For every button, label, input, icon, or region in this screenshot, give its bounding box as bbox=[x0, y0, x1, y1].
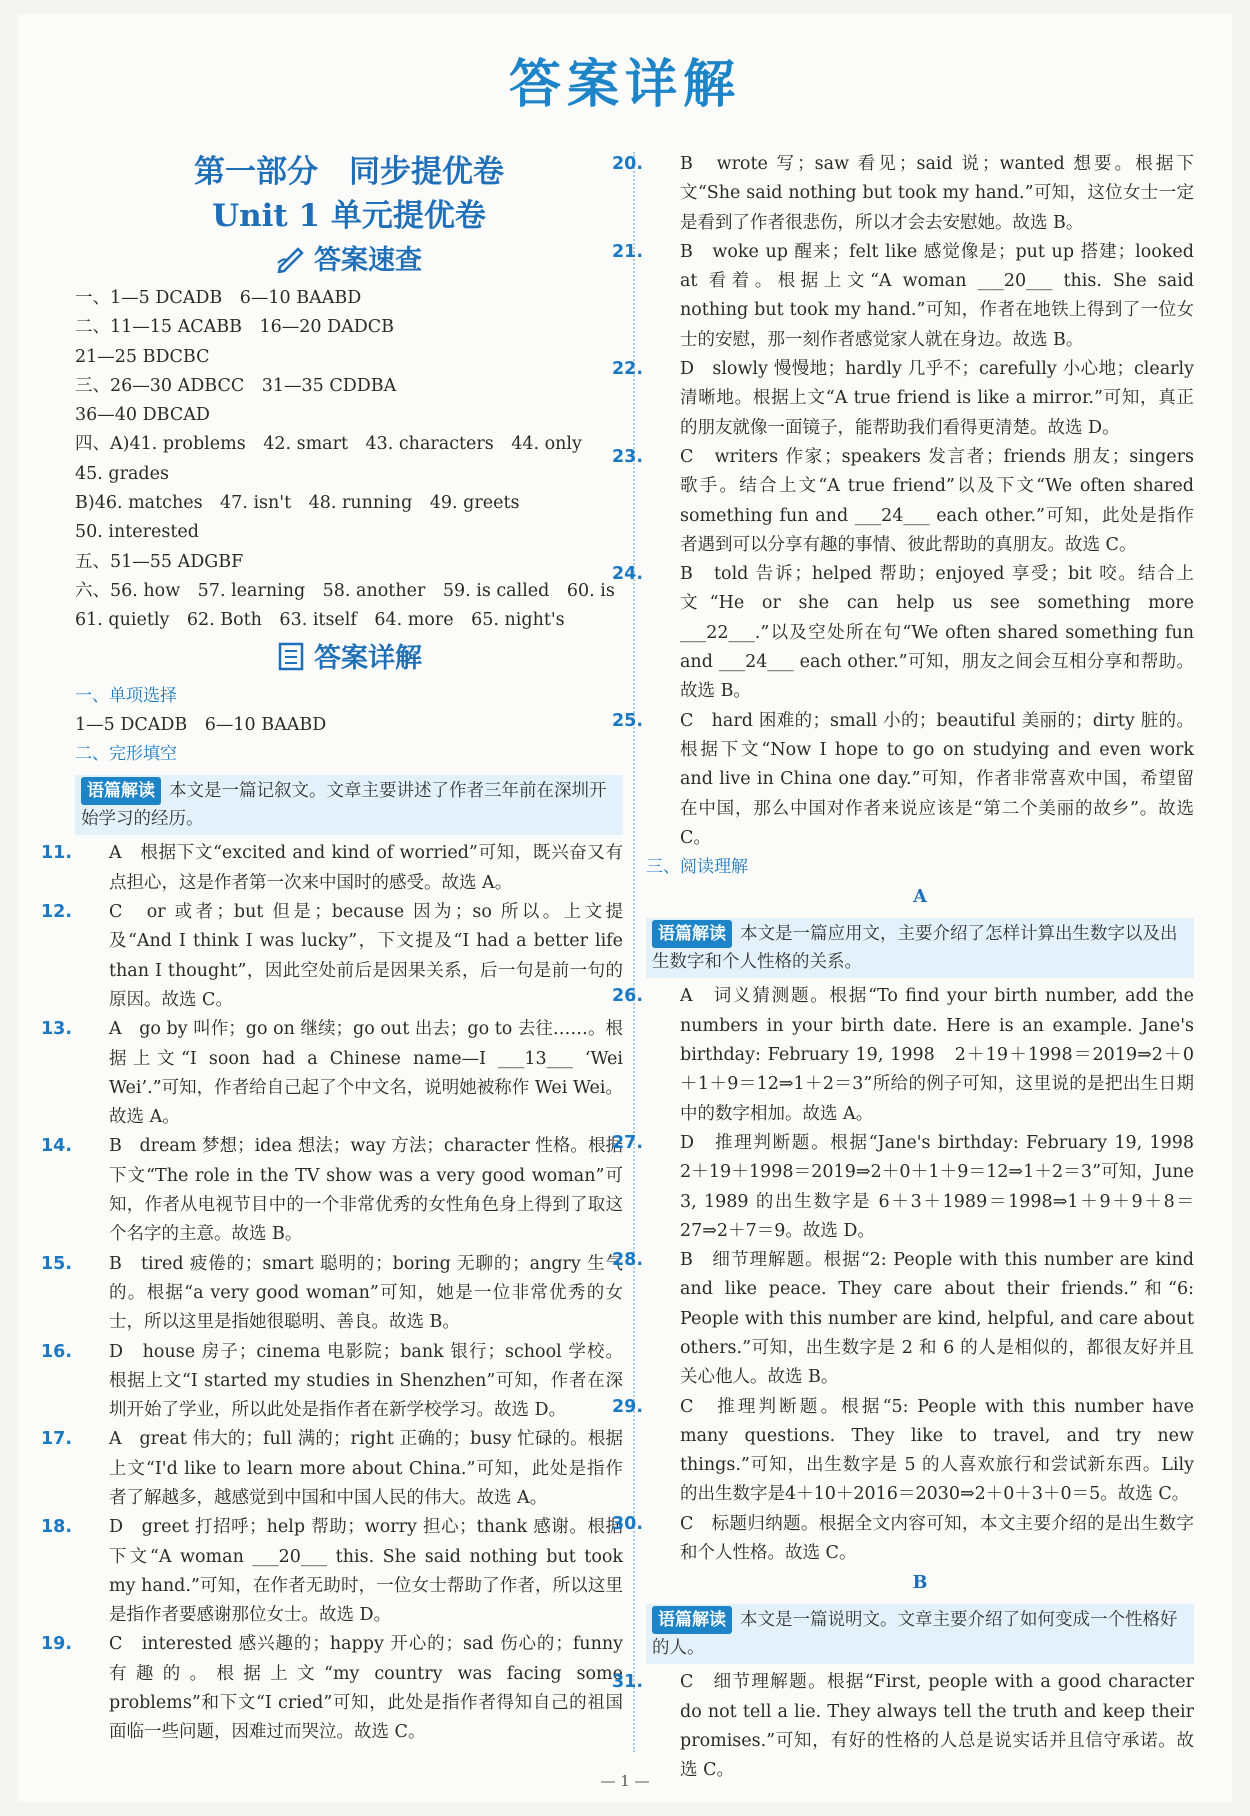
item-number: 19. bbox=[41, 1634, 73, 1655]
item-text: B wrote 写；saw 看见；said 说；wanted 想要。根据下文“She said nothing but took my hand.”可知，这位女士一定是看到了作者很悲伤，所以才会去安慰她。故选 B。 bbox=[680, 154, 1194, 233]
item-number: 29. bbox=[612, 1396, 644, 1417]
quick-answer-line: 50. interested bbox=[75, 522, 199, 543]
reading-note bbox=[75, 775, 623, 835]
item-text: C 推理判断题。根据“5: People with this number have many questions. They like to travel, and try new things.”可知，出生数字是 5 的人喜欢旅行和尝试新东西。Lily 的出生数字是4＋10＋2016＝2030⇒2＋0＋3＋0＝5。故选 C。 bbox=[680, 1396, 1194, 1505]
explanation-item bbox=[41, 898, 623, 1015]
quick-answer-line: 一、1—5 DCADB 6—10 BAABD bbox=[75, 288, 362, 308]
item-text: A go by 叫作；go on 继续；go out 出去；go to 去往……。根据上文“I soon had a Chinese name—I ___13___ ‘Wei Wei’.”可知，作者给自己起了个中文名，说明她被称作 Wei Wei。故选 A。 bbox=[109, 1019, 623, 1128]
item-number: 15. bbox=[41, 1253, 73, 1274]
item-text: D 推理判断题。根据“Jane's birthday: February 19, 1998 2＋19＋1998＝2019⇒2＋0＋1＋9＝12⇒1＋2＝3”可知，June 3, 1989 的出生数字是 6＋3＋1989＝1998⇒1＋9＋9＋8＝27⇒2＋7＝9。故选 D。 bbox=[680, 1132, 1212, 1241]
explanation-item bbox=[612, 982, 1194, 1128]
unit-title: Unit 1 单元提优卷 bbox=[212, 198, 486, 234]
quick-answer-line: 六、56. how 57. learning 58. another 59. is called 60. is bbox=[75, 580, 615, 601]
item-text: B tired 疲倦的；smart 聪明的；boring 无聊的；angry 生气的。根据“a very good woman”可知，她是一位非常优秀的女士，所以这里是指她很聪明、善良。故选 B。 bbox=[109, 1253, 623, 1333]
item-number: 14. bbox=[41, 1136, 73, 1157]
section-heading: 三、阅读理解 bbox=[646, 857, 748, 878]
item-text: C or 或者；but 但是；because 因为；so 所以。上文提及“And I think I was lucky”，下文提及“I had a better life than I thought”，因此空处前后是因果关系，后一句是前一句的原因。故选 C。 bbox=[109, 902, 623, 1010]
item-text: C hard 困难的；small 小的；beautiful 美丽的；dirty 脏的。根据下文“Now I hope to go on studying and even work and live in China one day.”可知，作者非常喜欢中国，希望留在中国，那么中国对作者来说应该是“第二个美丽的故乡”。故选 C。 bbox=[680, 710, 1194, 848]
explanation-item bbox=[41, 1338, 623, 1426]
detail-title: 答案详解 bbox=[314, 642, 422, 674]
quick-answer-heading bbox=[75, 242, 623, 280]
item-text: C 细节理解题。根据“First, people with a good character do not tell a lie. They always tell the truth and keep their promises.”可知，有好的性格的人总是说实话并且信守承诺。故选 C。 bbox=[680, 1672, 1194, 1781]
explanation-item bbox=[612, 1129, 1212, 1246]
item-number: 17. bbox=[41, 1429, 73, 1450]
item-number: 16. bbox=[41, 1341, 73, 1362]
page-title: 答案详解 bbox=[508, 55, 741, 115]
explanation-item bbox=[612, 1393, 1194, 1510]
explanation-item bbox=[612, 443, 1194, 560]
quick-answer-line: 21—25 BDCBC bbox=[75, 346, 210, 367]
item-text: C writers 作家；speakers 发言者；friends 朋友；singers 歌手。结合上文“A true friend”以及下文“We often shared something fun and ___24___ each other.”可知，此处是指作者遇到可以分享有趣的事情、彼此帮助的真朋友。故选 C。 bbox=[680, 446, 1194, 555]
quick-answers bbox=[75, 284, 623, 636]
part-title: 第一部分 同步提优卷 bbox=[194, 154, 504, 190]
explanation-item bbox=[612, 238, 1194, 355]
explanation-item bbox=[612, 1510, 1194, 1569]
item-number: 26. bbox=[612, 986, 644, 1007]
pen-icon bbox=[276, 243, 306, 273]
reading-tag: 语篇解读 bbox=[652, 1606, 732, 1634]
quick-answer-line: B)46. matches 47. isn't 48. running 49. greets bbox=[75, 493, 520, 514]
item-text: D greet 打招呼；help 帮助；worry 担心；thank 感谢。根据下文“A woman ___20___ this. She said nothing but took my hand.”可知，在作者无助时，一位女士帮助了作者，所以这里是指作者要感谢那位女士。故选 D。 bbox=[109, 1517, 623, 1626]
passage-letter: A bbox=[913, 887, 927, 908]
explanation-item bbox=[612, 1668, 1194, 1785]
quick-answer-line: 二、11—15 ACABB 16—20 DADCB bbox=[75, 317, 395, 338]
item-number: 13. bbox=[41, 1019, 73, 1040]
quick-answer-line: 45. grades bbox=[75, 463, 169, 484]
item-number: 27. bbox=[612, 1132, 644, 1153]
quick-answer-line: 61. quietly 62. Both 63. itself 64. more 65. night's bbox=[75, 610, 565, 631]
quick-answer-title: 答案速查 bbox=[314, 245, 422, 276]
item-text: D house 房子；cinema 电影院；bank 银行；school 学校。根据上文“I started my studies in Shenzhen”可知，作者在深圳开始了学业，所以此处是指作者在新学校学习。故选 D。 bbox=[109, 1341, 623, 1421]
reading-note bbox=[646, 918, 1194, 978]
reading-tag: 语篇解读 bbox=[652, 920, 732, 948]
explanation-item bbox=[612, 560, 1194, 706]
section-answers: 1—5 DCADB 6—10 BAABD bbox=[75, 714, 327, 735]
explanation-item bbox=[41, 1250, 623, 1338]
explanation-item bbox=[612, 150, 1194, 238]
explanation-item bbox=[41, 1132, 623, 1249]
page-number: — 1 — bbox=[600, 1772, 650, 1790]
explanation-item bbox=[41, 1513, 623, 1630]
reading-text: 本文是一篇记叙文。文章主要讲述了作者三年前在深圳开始学习的经历。 bbox=[81, 781, 607, 830]
item-text: B 细节理解题。根据“2: People with this number are kind and like peace. They care about their friends.”和“6: People with this number are kind, helpful, and care about others.”可知，出生数字是 2 和 6 的人是相似的，都很友好并且关心他人。故选 B。 bbox=[680, 1250, 1194, 1388]
item-text: B woke up 醒来；felt like 感觉像是；put up 搭建；looked at 看着。根据上文“A woman ___20___ this. She said nothing but took my hand.”可知，作者在地铁上得到了一位女士的安慰，那一刻作者感觉家人就在身边。故选 B。 bbox=[680, 241, 1194, 350]
explanation-item bbox=[41, 839, 623, 898]
explanation-item bbox=[41, 1630, 623, 1747]
section-heading: 二、完形填空 bbox=[75, 744, 177, 765]
section-heading: 一、单项选择 bbox=[75, 685, 177, 706]
list-icon bbox=[276, 641, 306, 671]
item-number: 24. bbox=[612, 564, 644, 585]
left-column bbox=[41, 150, 623, 1748]
reading-text: 本文是一篇应用文，主要介绍了怎样计算出生数字以及出生数字和个人性格的关系。 bbox=[652, 924, 1178, 973]
quick-answer-line: 36—40 DBCAD bbox=[75, 405, 210, 426]
item-number: 22. bbox=[612, 359, 644, 380]
item-text: D slowly 慢慢地；hardly 几乎不；carefully 小心地；clearly 清晰地。根据上文“A true friend is like a mirror.”可知，真正的朋友就像一面镜子，能帮助我们看得更清楚。故选 D。 bbox=[680, 359, 1194, 438]
item-number: 25. bbox=[612, 710, 644, 731]
item-number: 21. bbox=[612, 241, 644, 262]
reading-note bbox=[646, 1604, 1194, 1664]
item-number: 23. bbox=[612, 446, 644, 467]
item-text: C 标题归纳题。根据全文内容可知，本文主要介绍的是出生数字和个人性格。故选 C。 bbox=[680, 1513, 1194, 1564]
quick-answer-line: 五、51—55 ADGBF bbox=[75, 551, 244, 572]
item-number: 31. bbox=[612, 1672, 644, 1693]
item-number: 12. bbox=[41, 902, 73, 923]
item-number: 28. bbox=[612, 1250, 644, 1271]
quick-answer-line: 四、A)41. problems 42. smart 43. characters 44. only bbox=[75, 434, 582, 455]
quick-answer-line: 三、26—30 ADBCC 31—35 CDDBA bbox=[75, 375, 397, 396]
item-text: A 根据下文“excited and kind of worried”可知，既兴奋又有点担心，这是作者第一次来中国时的感受。故选 A。 bbox=[109, 843, 623, 893]
item-text: C interested 感兴趣的；happy 开心的；sad 伤心的；funny 有趣的。根据上文“my country was facing some problems”和下文“I cried”可知，此处是指作者得知自己的祖国面临一些问题，因难过而哭泣。故选 C。 bbox=[109, 1634, 623, 1743]
item-text: B dream 梦想；idea 想法；way 方法；character 性格。根据下文“The role in the TV show was a very good woman”可知，作者从电视节目中的一个非常优秀的女性角色身上得到了取这个名字的主意。故选 B。 bbox=[109, 1136, 623, 1245]
explanation-item bbox=[612, 355, 1194, 443]
detail-heading bbox=[75, 640, 623, 678]
explanation-item bbox=[612, 1246, 1194, 1392]
passage-letter: B bbox=[912, 1573, 928, 1594]
reading-text: 本文是一篇说明文。文章主要介绍了如何变成一个性格好的人。 bbox=[652, 1610, 1178, 1659]
explanation-item bbox=[41, 1425, 623, 1513]
item-number: 11. bbox=[41, 843, 73, 864]
item-number: 18. bbox=[41, 1517, 73, 1538]
explanation-item bbox=[41, 1015, 623, 1132]
right-column bbox=[612, 150, 1212, 1786]
item-number: 30. bbox=[612, 1513, 644, 1534]
item-text: A great 伟大的；full 满的；right 正确的；busy 忙碌的。根据上文“I'd like to learn more about China.”可知，此处是指作者了解越多，越感觉到中国和中国人民的伟大。故选 A。 bbox=[109, 1429, 623, 1508]
item-text: B told 告诉；helped 帮助；enjoyed 享受；bit 咬。结合上文“He or she can help us see something more ___22___.”以及空处所在句“We often shared something fun and ___24___ each other.”可知，朋友之间会互相分享和帮助。故选 B。 bbox=[680, 564, 1194, 702]
reading-tag: 语篇解读 bbox=[81, 777, 161, 805]
item-text: A 词义猜测题。根据“To find your birth number, add the numbers in your birth date. Here is an example. Jane's birthday: February 19, 1998 2＋19＋1998＝2019⇒2＋0＋1＋9＝12⇒1＋2＝3”所给的例子可知，这里说的是把出生日期中的数字相加。故选 A。 bbox=[680, 986, 1194, 1124]
item-number: 20. bbox=[612, 154, 644, 174]
explanation-item bbox=[612, 707, 1194, 853]
